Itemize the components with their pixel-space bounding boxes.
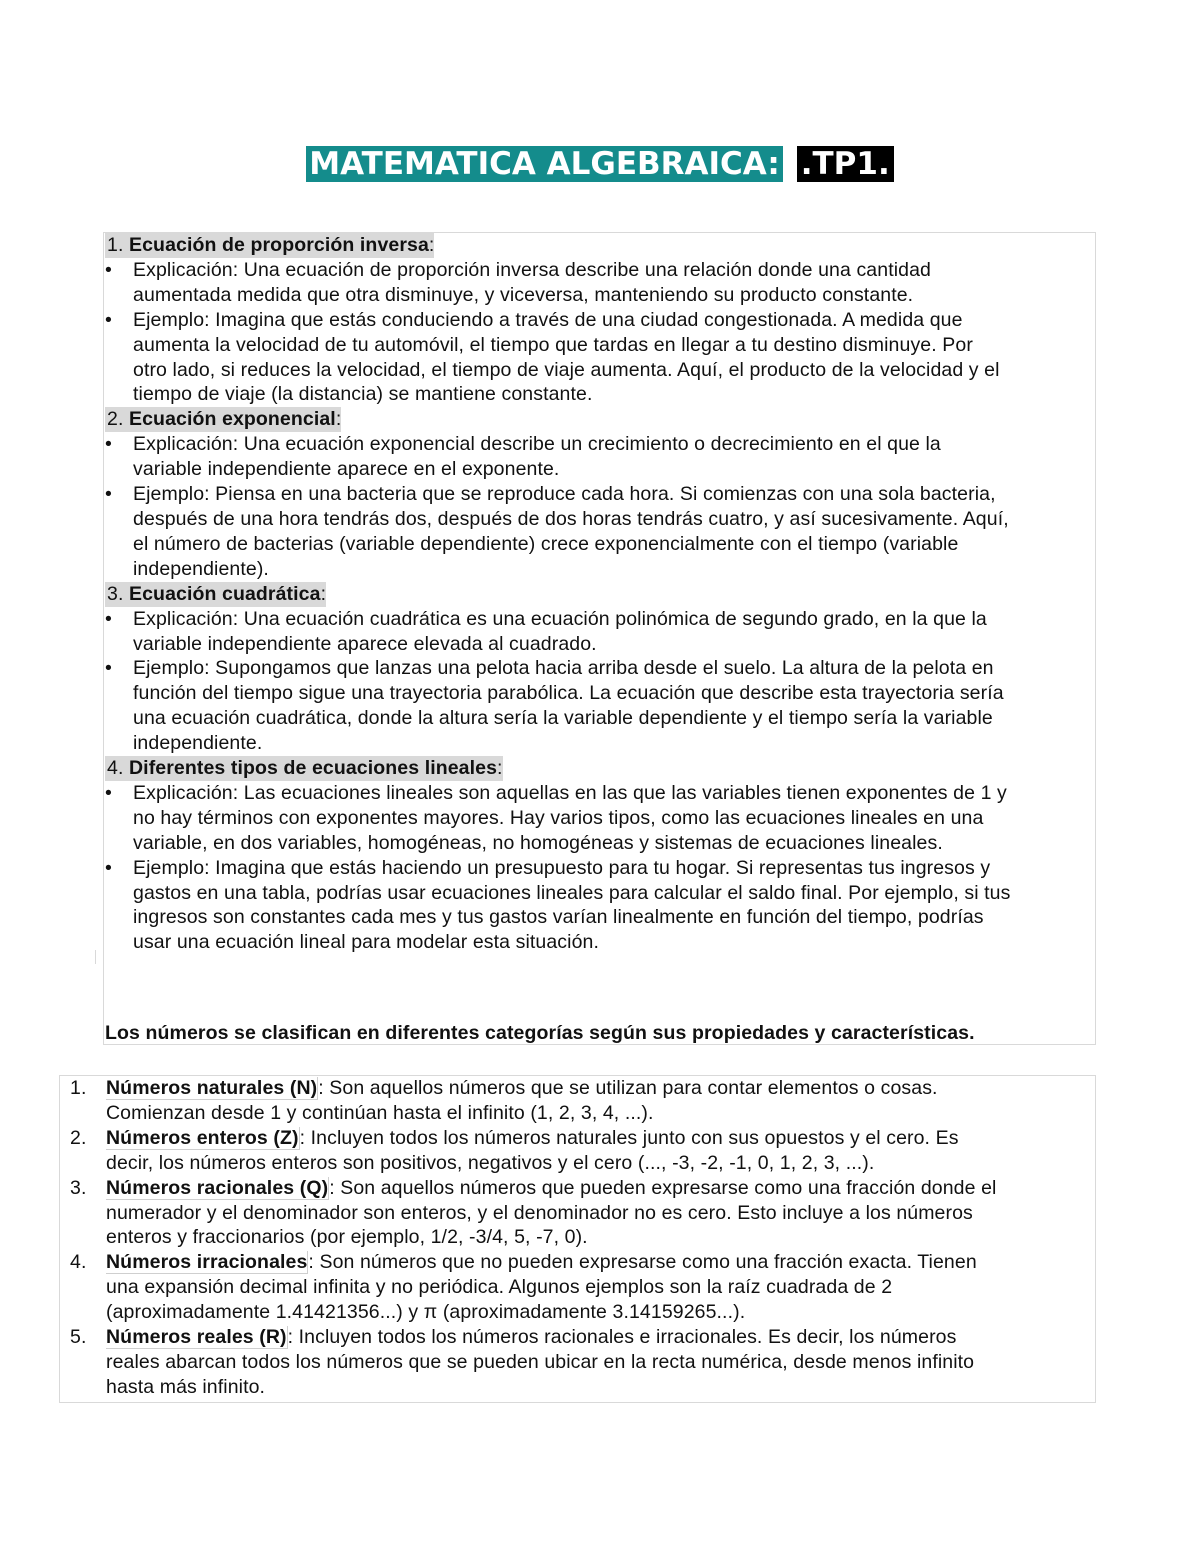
text-line: decir, los números enteros son positivos, negativos y el cero (..., -3, -2, -1, 0, 1, 2, 3, ...). xyxy=(106,1151,875,1174)
title-main: MATEMATICA ALGEBRAICA: xyxy=(306,146,783,182)
section-title: Ecuación exponencial xyxy=(129,408,336,431)
text-line: tiempo de viaje (la distancia) se mantiene constante. xyxy=(133,383,593,406)
text-line: reales abarcan todos los números que se pueden ubicar en la recta numérica, desde menos infinito xyxy=(106,1350,975,1373)
text-line: independiente. xyxy=(133,732,263,755)
number-types-list xyxy=(64,1076,1094,1400)
section-heading xyxy=(105,582,1095,607)
section-number: 4. xyxy=(107,757,124,780)
section-title: Ecuación de proporción inversa xyxy=(129,234,429,256)
text-line: : Son números que no pueden expresarse como una fracción exacta. Tienen xyxy=(308,1251,977,1274)
list-item xyxy=(105,781,1095,856)
list-number: 2. xyxy=(70,1126,87,1149)
text-line: Explicación: Las ecuaciones lineales son aquellas en las que las variables tienen exponentes de 1 y xyxy=(133,781,1007,804)
heading-highlight: 3. Ecuación cuadrática: xyxy=(107,582,327,605)
text-line: función del tiempo sigue una trayectoria parabólica. La ecuación que describe esta trayectoria sería xyxy=(133,682,1004,705)
bullet-icon: • xyxy=(105,781,112,804)
section-heading xyxy=(105,756,1095,781)
list-item xyxy=(64,1126,1094,1176)
bullet-icon: • xyxy=(105,856,112,879)
text-line: otro lado, si reduces la velocidad, el tiempo de viaje aumenta. Aquí, el producto de la velocidad y el xyxy=(133,358,1000,381)
text-line: Explicación: Una ecuación exponencial describe un crecimiento o decrecimiento en el que la xyxy=(133,433,941,456)
list-item xyxy=(64,1076,1094,1126)
list-item xyxy=(64,1325,1094,1400)
text-line: usar una ecuación lineal para modelar esta situación. xyxy=(133,931,599,954)
text-line: después de una hora tendrás dos, después de dos horas tendrás cuatro, y así sucesivamente. Aquí, xyxy=(133,507,1009,530)
term-label: Números naturales (N) xyxy=(106,1077,318,1099)
list-number: 3. xyxy=(70,1176,87,1199)
text-line: Explicación: Una ecuación de proporción inversa describe una relación donde una cantidad xyxy=(133,258,931,281)
title-tag: .TP1. xyxy=(797,146,894,182)
term-label: Números racionales (Q) xyxy=(106,1176,329,1199)
text-line: variable independiente aparece en el exponente. xyxy=(133,458,560,481)
text-line: : Incluyen todos los números racionales e irracionales. Es decir, los números xyxy=(287,1326,957,1349)
list-item xyxy=(105,258,1095,308)
term-label: Números irracionales xyxy=(106,1251,308,1274)
text-line: numerador y el denominador son enteros, y el denominador no es cero. Esto incluye a los números xyxy=(106,1201,973,1224)
section-title: Diferentes tipos de ecuaciones lineales xyxy=(129,757,498,780)
text-line: independiente). xyxy=(133,557,269,580)
box-margin-mark xyxy=(95,950,96,964)
classification-statement: Los números se clasifican en diferentes categorías según sus propiedades y características. xyxy=(105,1022,975,1044)
section-title: Ecuación cuadrática xyxy=(129,582,321,605)
heading-highlight: 1. Ecuación de proporción inversa: xyxy=(107,234,435,256)
text-line: una expansión decimal infinita y no periódica. Algunos ejemplos son la raíz cuadrada de 2 xyxy=(106,1276,893,1299)
text-line: hasta más infinito. xyxy=(106,1375,266,1398)
heading-highlight: 2. Ecuación exponencial: xyxy=(107,408,342,431)
list-item xyxy=(105,482,1095,582)
list-item xyxy=(105,432,1095,482)
bullet-icon: • xyxy=(105,483,112,506)
equations-section xyxy=(105,233,1095,955)
heading-highlight: 4. Diferentes tipos de ecuaciones lineales: xyxy=(107,757,503,780)
text-line: : Son aquellos números que pueden expresarse como una fracción donde el xyxy=(329,1176,997,1199)
text-line: : Son aquellos números que se utilizan para contar elementos o cosas. xyxy=(318,1077,938,1099)
text-line: Ejemplo: Piensa en una bacteria que se reproduce cada hora. Si comienzas con una sola bacteria, xyxy=(133,483,996,506)
text-line: Ejemplo: Imagina que estás haciendo un presupuesto para tu hogar. Si representas tus ingresos y xyxy=(133,856,991,879)
text-line: Comienzan desde 1 y continúan hasta el infinito (1, 2, 3, 4, ...). xyxy=(106,1101,654,1124)
list-item xyxy=(64,1250,1094,1325)
text-line: ingresos son constantes cada mes y tus gastos varían linealmente en función del tiempo, podrías xyxy=(133,906,984,929)
list-item xyxy=(64,1176,1094,1251)
section-heading xyxy=(105,407,1095,432)
text-line: variable independiente aparece elevada al cuadrado. xyxy=(133,632,597,655)
section-number: 2. xyxy=(107,408,124,431)
list-item xyxy=(105,308,1095,408)
bullet-icon: • xyxy=(105,308,112,331)
section-number: 3. xyxy=(107,582,124,605)
bullet-icon: • xyxy=(105,607,112,630)
list-number: 1. xyxy=(70,1077,87,1099)
text-line: aumenta la velocidad de tu automóvil, el tiempo que tardas en llegar a tu destino disminuye. Por xyxy=(133,333,973,356)
text-line: el número de bacterias (variable dependiente) crece exponencialmente con el tiempo (variable xyxy=(133,532,959,555)
text-line: aumentada medida que otra disminuye, y viceversa, manteniendo su producto constante. xyxy=(133,283,914,306)
text-line: Explicación: Una ecuación cuadrática es una ecuación polinómica de segundo grado, en la que la xyxy=(133,607,987,630)
text-line: enteros y fraccionarios (por ejemplo, 1/2, -3/4, 5, -7, 0). xyxy=(106,1226,588,1249)
bullet-icon: • xyxy=(105,657,112,680)
list-item xyxy=(105,656,1095,756)
term-label: Números enteros (Z) xyxy=(106,1126,299,1149)
list-item xyxy=(105,607,1095,657)
section-heading xyxy=(105,233,1095,258)
list-item xyxy=(105,856,1095,956)
text-line: (aproximadamente 1.41421356...) y π (aproximadamente 3.14159265...). xyxy=(106,1301,746,1324)
document-title xyxy=(0,142,1200,186)
text-line: Ejemplo: Supongamos que lanzas una pelota hacia arriba desde el suelo. La altura de la pelota en xyxy=(133,657,994,680)
bullet-icon: • xyxy=(105,433,112,456)
text-line: gastos en una tabla, podrías usar ecuaciones lineales para calcular el saldo final. Por ejemplo, si tus xyxy=(133,881,1011,904)
text-line: : Incluyen todos los números naturales junto con sus opuestos y el cero. Es xyxy=(299,1126,959,1149)
section-number: 1. xyxy=(107,234,124,256)
text-line: no hay términos con exponentes mayores. Hay varios tipos, como las ecuaciones lineales en una xyxy=(133,806,984,829)
list-number: 4. xyxy=(70,1251,87,1274)
text-line: variable, en dos variables, homogéneas, no homogéneas y sistemas de ecuaciones lineales. xyxy=(133,831,943,854)
term-label: Números reales (R) xyxy=(106,1326,287,1349)
text-line: Ejemplo: Imagina que estás conduciendo a través de una ciudad congestionada. A medida que xyxy=(133,308,963,331)
text-line: una ecuación cuadrática, donde la altura sería la variable dependiente y el tiempo sería la variable xyxy=(133,707,993,730)
list-number: 5. xyxy=(70,1326,87,1349)
bullet-icon: • xyxy=(105,258,112,281)
